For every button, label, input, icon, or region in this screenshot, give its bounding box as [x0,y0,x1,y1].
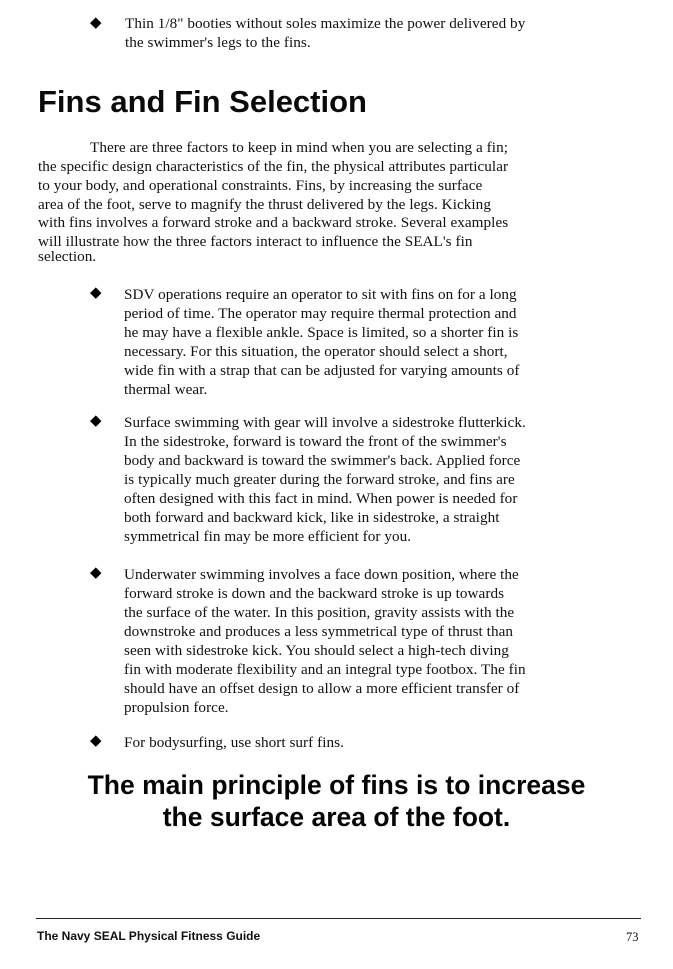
bullet-text-line: For bodysurfing, use short surf fins. [124,734,344,751]
bullet-text-line: body and backward is toward the swimmer's back. Applied force [124,452,521,469]
bullet-text-line: propulsion force. [124,699,229,716]
diamond-bullet-icon: ◆ [90,283,102,301]
bullet-text-line: seen with sidestroke kick. You should select a high-tech diving [124,642,509,659]
paragraph-line: area of the foot, serve to magnify the thrust delivered by the legs. Kicking [38,196,491,213]
bullet-text-line: Underwater swimming involves a face down position, where the [124,566,519,583]
bullet-text-line: wide fin with a strap that can be adjusted for varying amounts of [124,362,520,379]
section-heading: Fins and Fin Selection [38,84,367,119]
bullet-text-line: Surface swimming with gear will involve a sidestroke flutterkick. [124,414,526,431]
bullet-text-line: forward stroke is down and the backward stroke is up towards [124,585,505,602]
bullet-text-line: period of time. The operator may require thermal protection and [124,305,517,322]
footer-book-title: The Navy SEAL Physical Fitness Guide [37,929,261,943]
diamond-bullet-icon: ◆ [90,411,102,429]
bullet-text-line: SDV operations require an operator to sit with fins on for a long [124,286,517,303]
callout-line: The main principle of fins is to increase [87,770,586,800]
paragraph-line: with fins involves a forward stroke and a backward stroke. Several examples [38,214,509,231]
paragraph-line: selection. [38,248,97,265]
bullet-text-line: the swimmer's legs to the fins. [125,34,311,51]
diamond-bullet-icon: ◆ [90,731,102,749]
paragraph-line: the specific design characteristics of the fin, the physical attributes particular [38,158,509,175]
bullet-text-line: necessary. For this situation, the operator should select a short, [124,343,508,360]
bullet-text-line: symmetrical fin may be more efficient for you. [124,528,412,545]
diamond-bullet-icon: ◆ [90,13,102,31]
bullet-text-line: Thin 1/8" booties without soles maximize the power delivered by [125,15,526,32]
bullet-text-line: both forward and backward kick, like in sidestroke, a straight [124,509,500,526]
bullet-text-line: downstroke and produces a less symmetrical type of thrust than [124,623,514,640]
bullet-text-line: often designed with this fact in mind. When power is needed for [124,490,518,507]
bullet-text-line: he may have a flexible ankle. Space is limited, so a shorter fin is [124,324,519,341]
bullet-text-line: is typically much greater during the forward stroke, and fins are [124,471,515,488]
bullet-text-line: fin with moderate flexibility and an integral type footbox. The fin [124,661,526,678]
footer-divider [36,918,641,919]
bullet-text-line: In the sidestroke, forward is toward the front of the swimmer's [124,433,507,450]
paragraph-line: to your body, and operational constraints. Fins, by increasing the surface [38,177,483,194]
paragraph-line: will illustrate how the three factors interact to influence the SEAL's fin [38,233,473,250]
bullet-text-line: thermal wear. [124,381,208,398]
bullet-text-line: should have an offset design to allow a more efficient transfer of [124,680,520,697]
diamond-bullet-icon: ◆ [90,563,102,581]
bullet-text-line: the surface of the water. In this position, gravity assists with the [124,604,515,621]
page-number: 73 [626,930,639,944]
callout-line: the surface area of the foot. [162,802,511,832]
paragraph-line: There are three factors to keep in mind when you are selecting a fin; [90,139,508,156]
